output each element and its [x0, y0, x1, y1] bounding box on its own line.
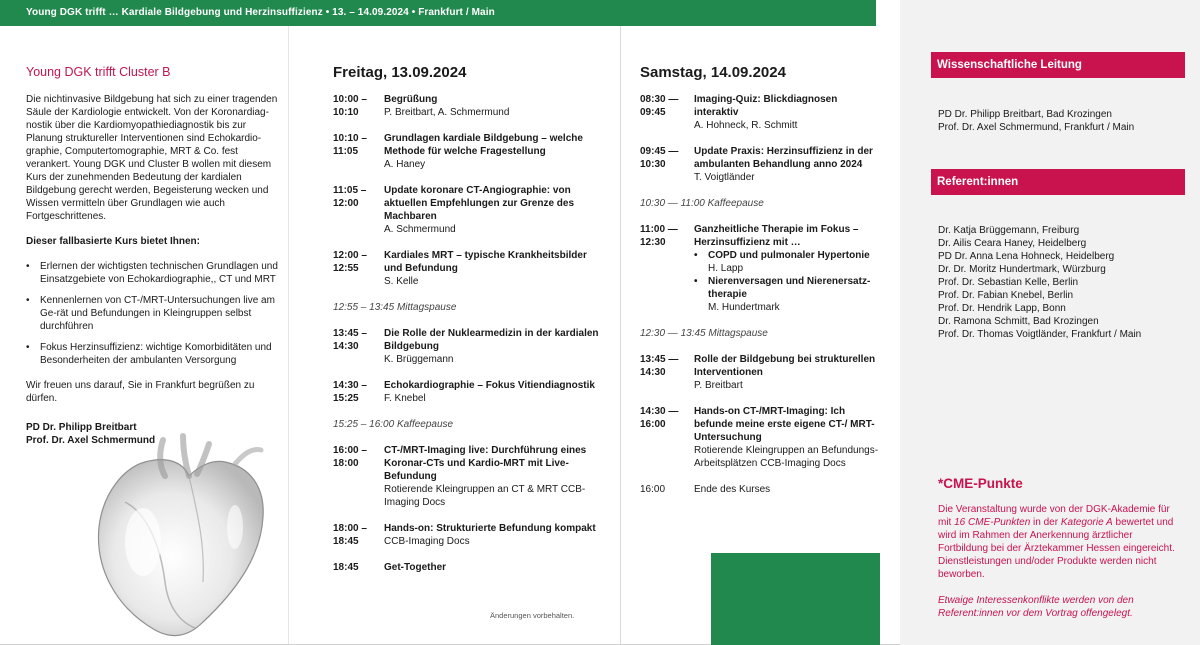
- person-entry: Dr. Katja Brüggemann, Freiburg: [938, 225, 1080, 236]
- session-title: Imaging-Quiz: Blickdiagnosen interaktiv: [694, 94, 838, 118]
- time-range: 16:00: [640, 484, 666, 495]
- sub-session: • COPD und pulmonaler Hypertonie: [694, 250, 870, 261]
- speaker: P. Breitbart: [694, 380, 743, 391]
- speaker: Rotierende Kleingruppen an CT & MRT CCB-Imaging Docs: [384, 484, 586, 508]
- schedule-row: [333, 249, 601, 288]
- break-entry: 15:25 – 16:00 Kaffeepause: [333, 419, 454, 430]
- time-range: 08:30 — 09:45: [640, 94, 679, 118]
- top-banner: [0, 0, 876, 26]
- person-entry: Prof. Dr. Fabian Knebel, Berlin: [938, 290, 1074, 301]
- schedule-row: [333, 522, 601, 548]
- person-entry: Dr. Ramona Schmitt, Bad Krozingen: [938, 316, 1099, 327]
- session-title: Hands-on: Strukturierte Befundung kompakt: [384, 523, 596, 534]
- time-range: 18:45: [333, 562, 359, 573]
- speaker: CCB-Imaging Docs: [384, 536, 470, 547]
- speaker: M. Hundertmark: [708, 302, 780, 313]
- time-range: 14:30 – 15:25: [333, 380, 367, 404]
- person-entry: Prof. Dr. Hendrik Lapp, Bonn: [938, 303, 1066, 314]
- speaker: A. Hohneck, R. Schmitt: [694, 120, 798, 131]
- signature: Prof. Dr. Axel Schmermund: [26, 435, 156, 446]
- speaker: Rotierende Kleingruppen an Befundungs-Arbeitsplätzen CCB-Imaging Docs: [694, 445, 879, 469]
- session-title: Get-Together: [384, 562, 447, 573]
- time-range: 18:00 – 18:45: [333, 523, 367, 547]
- time-range: 12:00 – 12:55: [333, 250, 367, 274]
- session-title: CT-/MRT-Imaging live: Durchführung eines Koronar-CTs und Kardio-MRT mit Live-Befundung: [384, 445, 587, 482]
- cme-paragraph: Die Veranstaltung wurde von der DGK-Akademie für mit 16 CME-Punkten in der Kategorie A bewertet und wird im Rahmen der Anerkennung ärztlicher Fortbildung bei der Ärztekammer Hessen eingereicht. Dienstleistungen und/oder Produkte werden nicht beworben.: [938, 504, 1175, 580]
- speaker: S. Kelle: [384, 276, 419, 287]
- intro-column: [26, 66, 278, 447]
- list-item: • Erlernen der wichtigsten technischen Grundlagen und Einsatzgebiete von Echokardiographie,, CT und MRT: [26, 260, 278, 286]
- break-entry: 12:55 – 13:45 Mittagspause: [333, 302, 457, 313]
- session-title: Grundlagen kardiale Bildgebung – welche Methode für welche Fragestellung: [384, 133, 583, 157]
- session-title: Hands-on CT-/MRT-Imaging: Ich befunde meine erste eigene CT-/ MRT-Untersuchung: [694, 406, 875, 443]
- schedule-row: [640, 405, 882, 470]
- session-title: Rolle der Bildgebung bei strukturellen Interventionen: [694, 354, 876, 378]
- speaker: K. Brüggemann: [384, 354, 454, 365]
- time-range: 10:10 – 11:05: [333, 133, 367, 157]
- intro-paragraph: Die nichtinvasive Bildgebung hat sich zu einer tragenden Säule der Kardiologie entwickelt. Von der Koronardiag-nostik über die Kardiomyopathiediagnostik bis zur Planung struktureller Interventionen sind Echokardio-graphie, Computertomographie, MRT & Co. fest verankert. Young DGK und Cluster B wollen mit diesem Kurs der zunehmenden Bedeutung der kardialen Bildgebung gerecht werden, Begeisterung wecken und Wissen vermitteln über Grundlagen wie auch Fortgeschrittenes.: [26, 94, 278, 222]
- friday-title: Freitag, 13.09.2024: [333, 64, 467, 81]
- schedule-row: [333, 327, 601, 366]
- speaker: H. Lapp: [708, 263, 744, 274]
- leitung-list: [938, 108, 1134, 134]
- person-entry: Prof. Dr. Sebastian Kelle, Berlin: [938, 277, 1079, 288]
- break-entry: 12:30 — 13:45 Mittagspause: [640, 328, 768, 339]
- list-item: • Fokus Herzinsuffizienz: wichtige Komorbiditäten und Besonderheiten der ambulanten Versorgung: [26, 341, 278, 367]
- person-entry: PD Dr. Philipp Breitbart, Bad Krozingen: [938, 109, 1112, 120]
- schedule-row: [333, 93, 601, 119]
- person-entry: Dr. Ailis Ceara Haney, Heidelberg: [938, 238, 1087, 249]
- time-range: 10:00 – 10:10: [333, 94, 367, 118]
- speaker: P. Breitbart, A. Schmermund: [384, 107, 510, 118]
- speaker: A. Schmermund: [384, 224, 456, 235]
- leitung-header: Wissenschaftliche Leitung: [931, 52, 1185, 78]
- list-item: • Kennenlernen von CT-/MRT-Untersuchungen live am Ge-rät und Befundungen in Kleingruppen selbst durchführen: [26, 294, 278, 333]
- session-title: Ganzheitliche Therapie im Fokus – Herzinsuffizienz mit …: [694, 224, 859, 248]
- time-range: 11:00 — 12:30: [640, 224, 678, 248]
- intro-title: Young DGK trifft Cluster B: [26, 65, 171, 79]
- time-range: 13:45 – 14:30: [333, 328, 367, 352]
- closing-text: Wir freuen uns darauf, Sie in Frankfurt begrüßen zu dürfen.: [26, 380, 255, 404]
- change-note: Änderungen vorbehalten.: [490, 611, 575, 620]
- session-title: Begrüßung: [384, 94, 438, 105]
- banner-text: Young DGK trifft … Kardiale Bildgebung und Herzinsuffizienz • 13. – 14.09.2024 • Frankfurt / Main: [26, 7, 495, 18]
- person-entry: Prof. Dr. Axel Schmermund, Frankfurt / Main: [938, 122, 1135, 133]
- benefit-list: [26, 260, 278, 367]
- session-title: Update koronare CT-Angiographie: von aktuellen Empfehlungen zur Grenze des Machbaren: [384, 185, 575, 222]
- green-block: [711, 553, 880, 645]
- session-title: Die Rolle der Nuklearmedizin in der kardialen Bildgebung: [384, 328, 599, 352]
- speaker: F. Knebel: [384, 393, 426, 404]
- fold-line: [288, 26, 289, 645]
- cme-disclaimer: Etwaige Interessenkonflikte werden von den Referent:innen vor dem Vortrag offengelegt.: [938, 595, 1134, 619]
- break-entry: 10:30 — 11:00 Kaffeepause: [640, 198, 764, 209]
- time-range: 11:05 – 12:00: [333, 185, 367, 209]
- time-range: 13:45 — 14:30: [640, 354, 679, 378]
- list-title: Dieser fallbasierte Kurs bietet Ihnen:: [26, 236, 200, 247]
- cme-text: [938, 503, 1176, 633]
- session-title: Echokardiographie – Fokus Vitiendiagnostik: [384, 380, 595, 391]
- saturday-title: Samstag, 14.09.2024: [640, 64, 786, 81]
- signature: PD Dr. Philipp Breitbart: [26, 422, 137, 433]
- schedule-row: [333, 132, 601, 171]
- fold-line: [620, 26, 621, 645]
- speaker: T. Voigtländer: [694, 172, 755, 183]
- schedule-row: [333, 184, 601, 236]
- session-title: Update Praxis: Herzinsuffizienz in der ambulanten Behandlung anno 2024: [694, 146, 873, 170]
- person-entry: Prof. Dr. Thomas Voigtländer, Frankfurt / Main: [938, 329, 1142, 340]
- person-entry: Dr. Dr. Moritz Hundertmark, Würzburg: [938, 264, 1106, 275]
- glass-heart-illustration: [85, 432, 270, 640]
- cme-title: *CME-Punkte: [938, 476, 1023, 491]
- time-range: 14:30 — 16:00: [640, 406, 679, 430]
- session-title: Ende des Kurses: [694, 484, 771, 495]
- time-range: 09:45 — 10:30: [640, 146, 679, 170]
- schedule-row: [333, 444, 601, 509]
- speaker: A. Haney: [384, 159, 426, 170]
- schedule-row: [333, 379, 601, 405]
- schedule-row: [640, 145, 882, 184]
- schedule-row: [640, 483, 882, 496]
- sub-session: • Nierenversagen und Nierenersatz-therapie: [694, 276, 871, 300]
- time-range: 16:00 – 18:00: [333, 445, 367, 469]
- person-entry: PD Dr. Anna Lena Hohneck, Heidelberg: [938, 251, 1115, 262]
- friday-schedule: [333, 64, 601, 587]
- schedule-row: [333, 561, 601, 574]
- schedule-row: [640, 223, 882, 314]
- session-title: Kardiales MRT – typische Krankheitsbilder und Befundung: [384, 250, 587, 274]
- schedule-row: [640, 353, 882, 392]
- referenten-list: [938, 224, 1141, 341]
- referenten-header: Referent:innen: [931, 169, 1185, 195]
- schedule-row: [640, 93, 882, 132]
- saturday-schedule: [640, 64, 882, 509]
